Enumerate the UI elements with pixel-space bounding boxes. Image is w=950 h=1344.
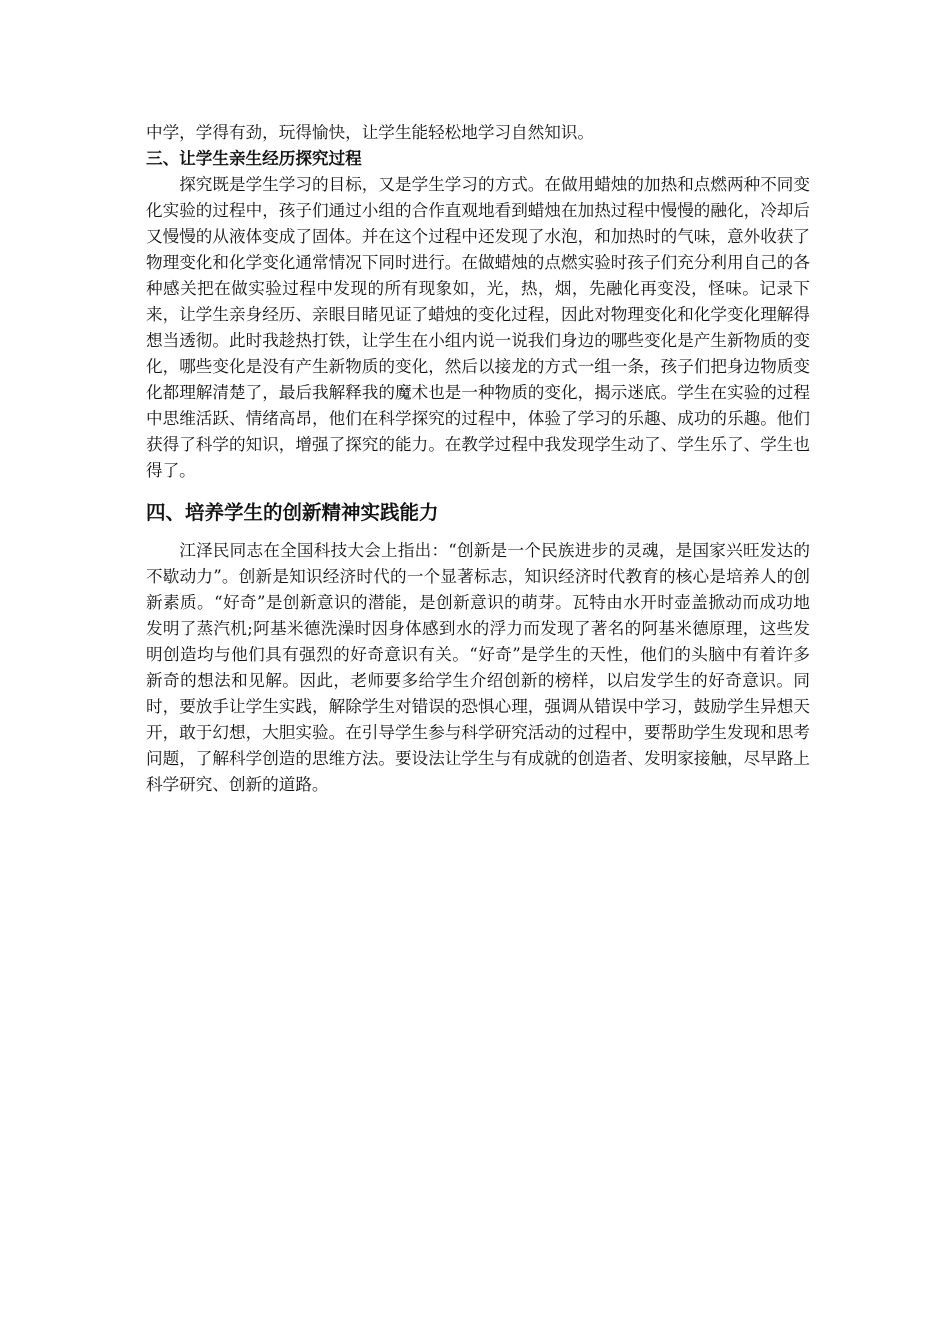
continuation-paragraph: 中学，学得有劲，玩得愉快，让学生能轻松地学习自然知识。 — [146, 123, 595, 142]
section-4-heading: 四、培养学生的创新精神实践能力 — [146, 501, 439, 524]
section-3-heading: 三、让学生亲生经历探究过程 — [146, 149, 362, 168]
section-3-paragraph: 探究既是学生学习的目标，又是学生学习的方式。在做用蜡烛的加热和点燃两种不同变化实验的过程中，孩子们通过小组的合作直观地看到蜡烛在加热过程中慢慢的融化，冷却后又慢慢的从液体变成了固体。并在这个过程中还发现了水泡，和加热时的气味，意外收获了物理变化和化学变化通常情况下同时进行。在做蜡烛的点燃实验时孩子们充分利用自己的各种感关把在做实验过程中发现的所有现象如，光，热，烟，先融化再变没，怪味。记录下来，让学生亲身经历、亲眼目睹见证了蜡烛的变化过程，因此对物理变化和化学变化理解得想当透彻。此时我趁热打铁，让学生在小组内说一说我们身边的哪些变化是产生新物质的变化，哪些变化是没有产生新物质的变化，然后以接龙的方式一组一条，孩子们把身边物质变化都理解清楚了，最后我解释我的魔术也是一种物质的变化，揭示迷底。学生在实验的过程中思维活跃、情绪高昂，他们在科学探究的过程中，体验了学习的乐趣、成功的乐趣。他们获得了科学的知识，增强了探究的能力。在教学过程中我发现学生动了、学生乐了、学生也得了。 — [146, 175, 810, 480]
document-body — [146, 120, 810, 798]
section-4-paragraph: 江泽民同志在全国科技大会上指出：“创新是一个民族进步的灵魂，是国家兴旺发达的不歇动力”。创新是知识经济时代的一个显著标志，知识经济时代教育的核心是培养人的创新素质。“好奇”是创新意识的潜能，是创新意识的萌芽。瓦特由水开时壶盖掀动而成功地发明了蒸汽机;阿基米德洗澡时因身体感到水的浮力而发现了著名的阿基米德原理，这些发明创造均与他们具有强烈的好奇意识有关。“好奇”是学生的天性，他们的头脑中有着许多新奇的想法和见解。因此，老师要多给学生介绍创新的榜样，以启发学生的好奇意识。同时，要放手让学生实践，解除学生对错误的恐惧心理，强调从错误中学习，鼓励学生异想天开，敢于幻想，大胆实验。在引导学生参与科学研究活动的过程中，要帮助学生发现和思考问题，了解科学创造的思维方法。要设法让学生与有成就的创造者、发明家接触，尽早路上科学研究、创新的道路。 — [146, 541, 810, 794]
